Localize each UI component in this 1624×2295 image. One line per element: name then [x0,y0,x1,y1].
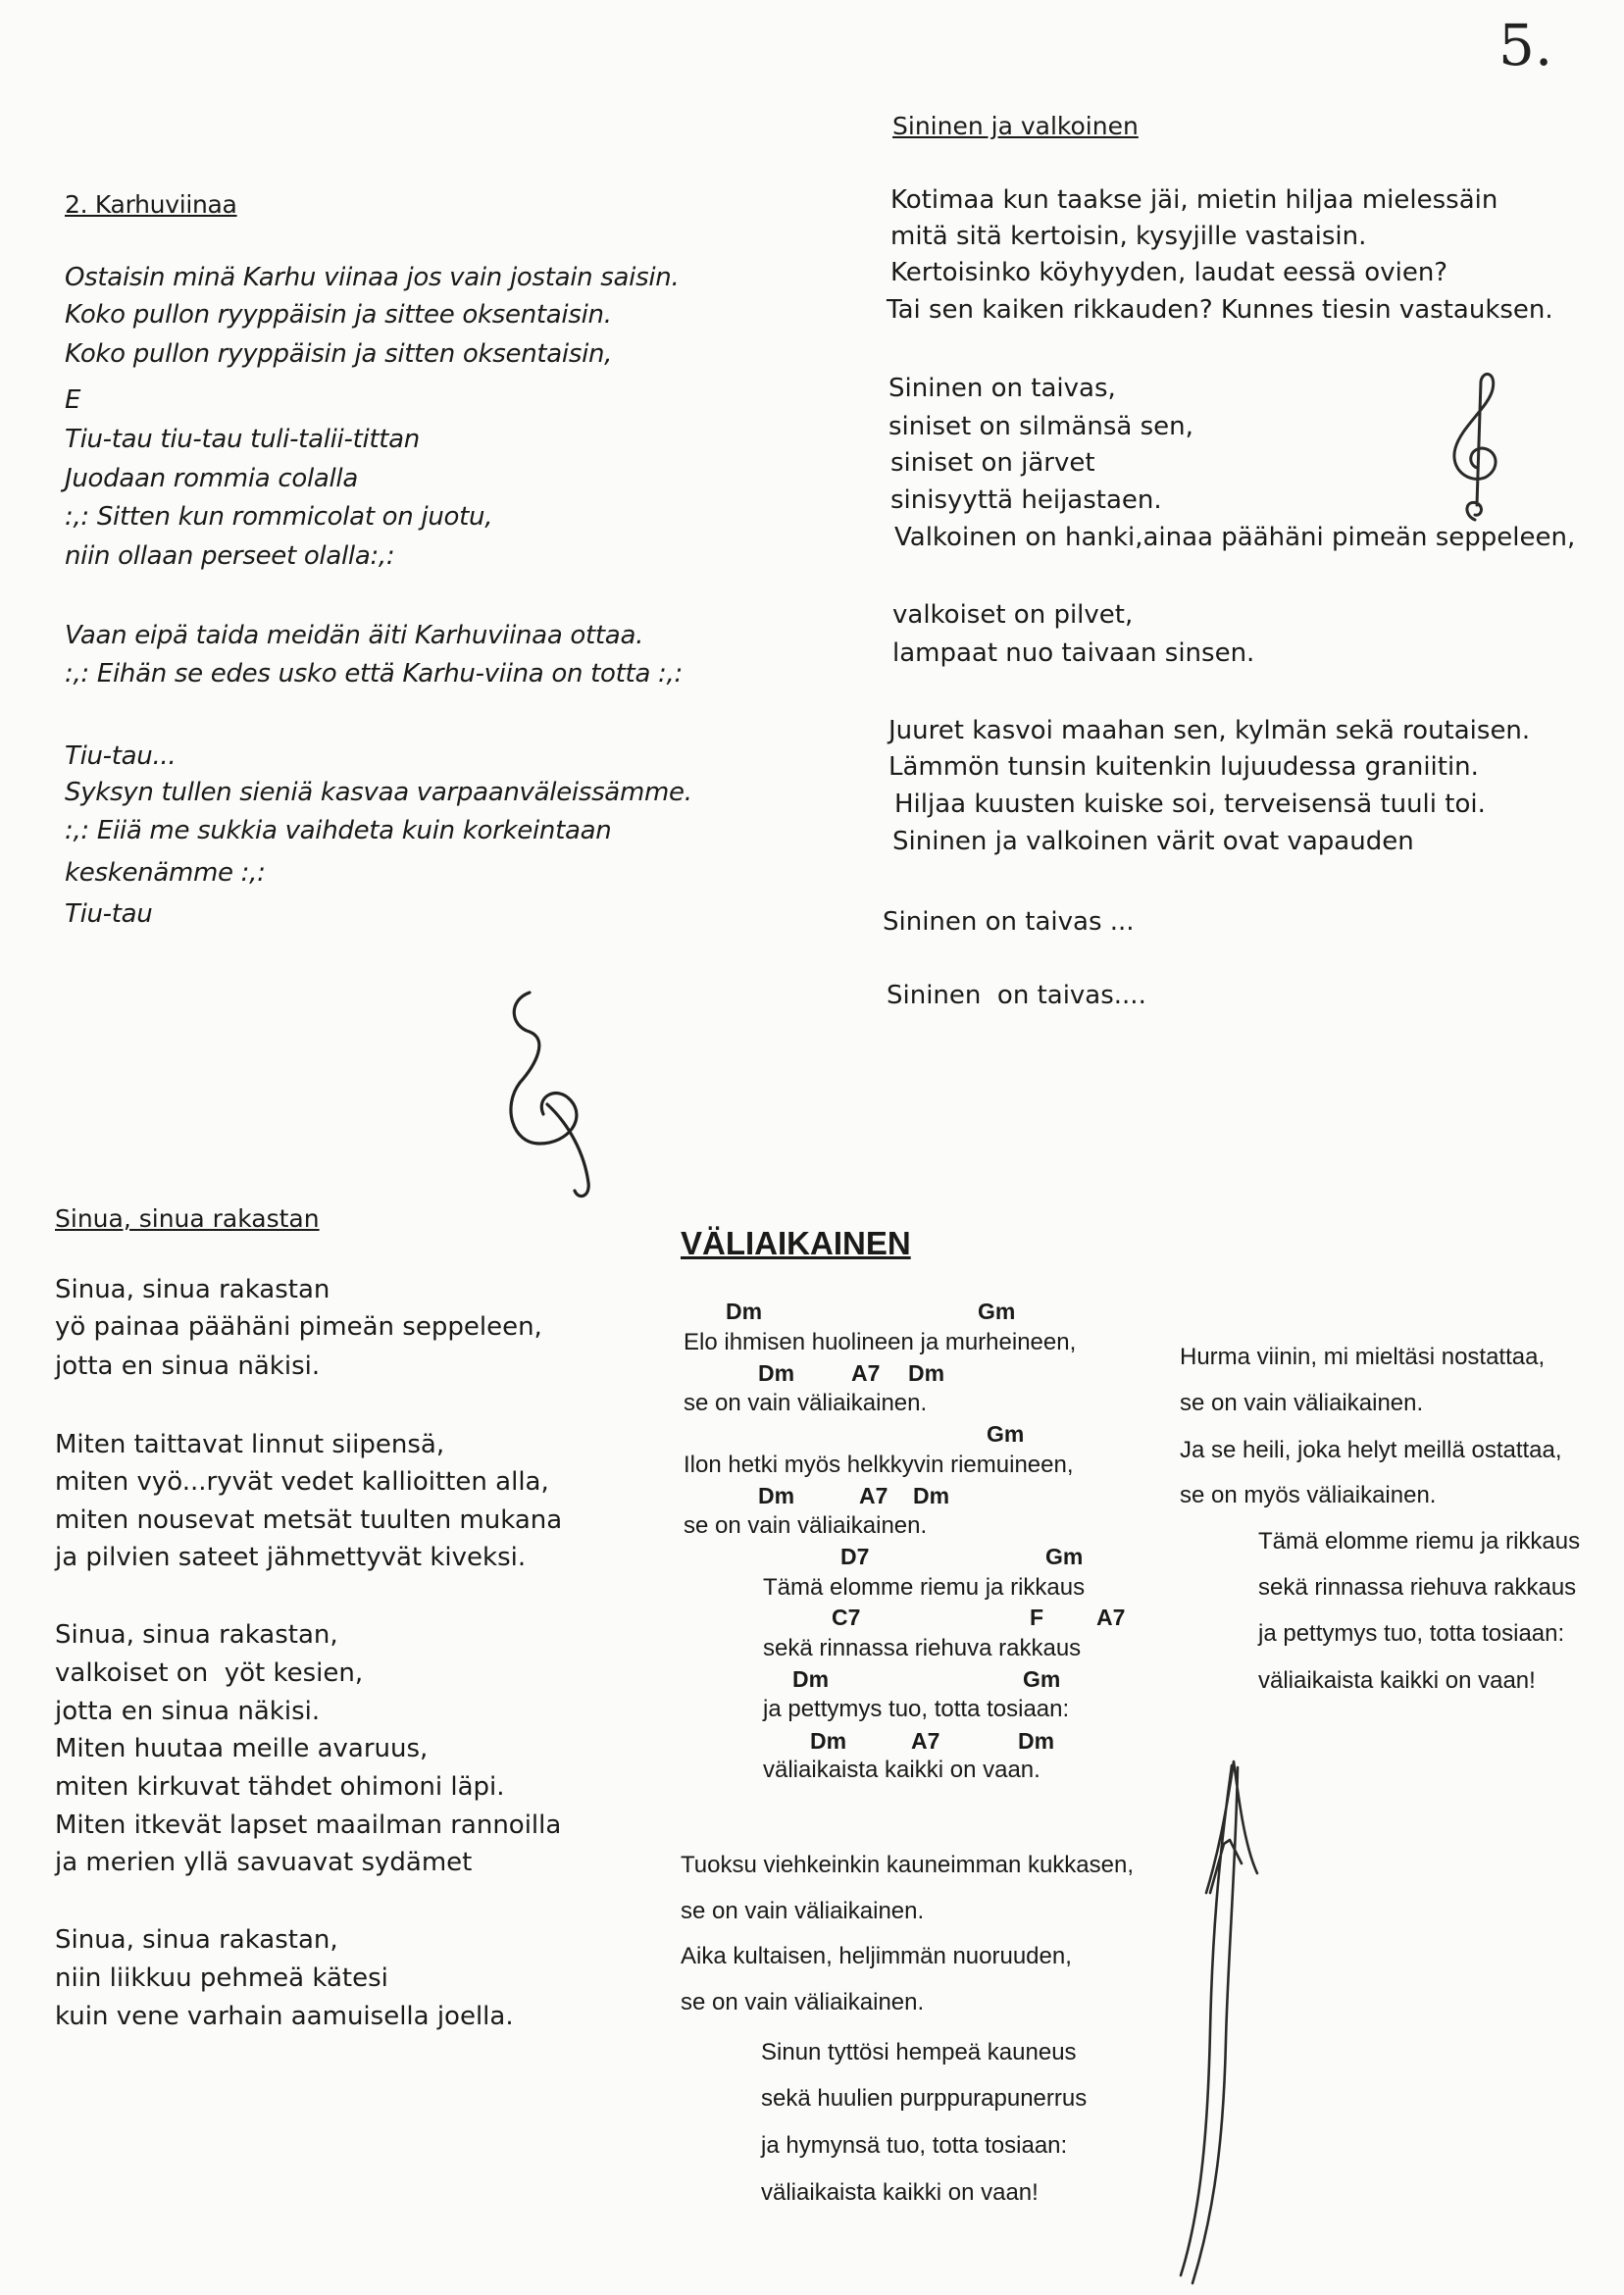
chord: Dm [1018,1728,1055,1754]
vali-line: Ilon hetki myös helkkyvin riemuineen, [684,1452,1074,1478]
sinvalk-line: siniset on järvet [890,448,1095,478]
sinua-line: niin liikkuu pehmeä kätesi [55,1964,388,1993]
vali-line: se on vain väliaikainen. [681,1898,925,1924]
sinua-line: ja pilvien sateet jähmettyvät kiveksi. [55,1543,527,1572]
karhu-line: Juodaan rommia colalla [65,464,358,493]
vali-line: se on vain väliaikainen. [684,1390,928,1416]
vali-line: ja pettymys tuo, totta tosiaan: [763,1696,1070,1722]
sinua-line: Sinua, sinua rakastan, [55,1925,338,1955]
sinvalk-line: Sininen on taivas, [888,374,1116,403]
vali-line: se on vain väliaikainen. [1180,1390,1424,1416]
chord: C7 [832,1605,861,1630]
karhu-line: Tiu-tau... [65,741,177,771]
sinvalk-line: Sininen on taivas ... [883,907,1135,937]
karhu-line: Vaan eipä taida meidän äiti Karhuviinaa ottaa. [65,621,644,650]
sinvalk-title: Sininen ja valkoinen [892,112,1139,140]
treble-clef-icon [1442,368,1520,525]
chord: Dm [792,1666,830,1692]
vali-line: väliaikaista kaikki on vaan! [1258,1667,1536,1694]
karhu-line: Ostaisin minä Karhu viinaa jos vain jostain saisin. [65,263,680,292]
sinua-line: Miten taittavat linnut siipensä, [55,1430,445,1459]
vali-line: Tämä elomme riemu ja rikkaus [763,1574,1086,1601]
page-number: 5. [1498,12,1553,78]
chord: Dm [913,1483,950,1508]
sinua-line: Sinua, sinua rakastan, [55,1620,338,1650]
vali-line: se on vain väliaikainen. [684,1512,928,1539]
chord: Gm [1045,1544,1084,1569]
sinvalk-line: Sininen on taivas.... [887,981,1146,1010]
karhu-line: Tiu-tau tiu-tau tuli-talii-tittan [65,425,420,454]
chord: A7 [911,1728,940,1754]
sinvalk-line: Kertoisinko köyhyyden, laudat eessä ovien? [890,258,1448,287]
sinua-line: miten kirkuvat tähdet ohimoni läpi. [55,1772,505,1802]
vali-line: väliaikaista kaikki on vaan. [763,1757,1040,1783]
chord: Gm [978,1299,1016,1324]
arrow-up-icon [1167,1746,1265,2295]
vali-title: VÄLIAIKAINEN [681,1225,911,1261]
vali-line: ja hymynsä tuo, totta tosiaan: [761,2132,1068,2159]
vali-line: sekä huulien purppurapunerrus [761,2085,1088,2112]
sinvalk-line: Kotimaa kun taakse jäi, mietin hiljaa mielessäin [890,185,1498,215]
vali-line: Aika kultaisen, heljimmän nuoruuden, [681,1943,1072,1969]
karhu-line: :,: Eiiä me sukkia vaihdeta kuin korkeintaan [65,816,612,845]
karhu-line: Koko pullon ryyppäisin ja sittee oksentaisin. [65,300,612,330]
chord: A7 [1096,1605,1126,1630]
chord: Dm [908,1360,945,1386]
chord: Gm [987,1421,1025,1447]
karhu-line: E [65,385,81,415]
sinvalk-line: valkoiset on pilvet, [892,600,1134,630]
karhu-line: :,: Sitten kun rommicolat on juotu, [65,502,493,532]
vali-line: sekä rinnassa riehuva rakkaus [1258,1574,1577,1601]
sinua-line: ja merien yllä savuavat sydämet [55,1848,473,1877]
sinvalk-line: sinisyyttä heijastaen. [890,485,1162,515]
sinua-line: miten nousevat metsät tuulten mukana [55,1505,563,1535]
sinvalk-line: Tai sen kaiken rikkauden? Kunnes tiesin vastauksen. [887,295,1553,325]
chord: A7 [859,1483,888,1508]
vali-line: Sinun tyttösi hempeä kauneus [761,2039,1077,2066]
treble-clef-icon [490,987,618,1202]
sinvalk-line: mitä sitä kertoisin, kysyjille vastaisin. [890,222,1367,251]
sinvalk-line: Sininen ja valkoinen värit ovat vapauden [892,827,1414,856]
sinua-line: miten vyö...ryvät vedet kallioitten alla, [55,1467,549,1497]
sinua-line: Miten itkevät lapset maailman rannoilla [55,1810,562,1840]
sinua-title: Sinua, sinua rakastan [55,1204,320,1233]
chord: Dm [758,1483,795,1508]
chord: Dm [810,1728,847,1754]
sinvalk-line: Hiljaa kuusten kuiske soi, terveisensä tuuli toi. [894,790,1486,819]
sinvalk-line: lampaat nuo taivaan sinsen. [892,638,1255,668]
chord: Gm [1023,1666,1061,1692]
sinua-line: valkoiset on yöt kesien, [55,1658,364,1688]
chord: Dm [726,1299,763,1324]
vali-line: Ja se heili, joka helyt meillä ostattaa, [1180,1437,1562,1463]
sinua-line: kuin vene varhain aamuisella joella. [55,2002,514,2031]
sinua-line: jotta en sinua näkisi. [55,1697,321,1726]
vali-line: Hurma viinin, mi mieltäsi nostattaa, [1180,1344,1546,1370]
karhu-line: niin ollaan perseet olalla:,: [65,541,395,571]
vali-line: se on myös väliaikainen. [1180,1482,1437,1508]
sinua-line: yö painaa päähäni pimeän seppeleen, [55,1312,542,1342]
vali-line: ja pettymys tuo, totta tosiaan: [1258,1620,1565,1647]
sinvalk-line: Lämmön tunsin kuitenkin lujuudessa graniitin. [888,752,1479,782]
sinua-line: Sinua, sinua rakastan [55,1275,330,1304]
chord: D7 [840,1544,870,1569]
vali-line: Tämä elomme riemu ja rikkaus [1258,1528,1581,1555]
vali-line: se on vain väliaikainen. [681,1989,925,2015]
karhu-line: Tiu-tau [65,899,153,929]
karhu-title: 2. Karhuviinaa [65,190,237,219]
karhu-line: :,: Eihän se edes usko että Karhu-viina on totta :,: [65,659,683,688]
vali-line: väliaikaista kaikki on vaan! [761,2179,1039,2206]
vali-line: Elo ihmisen huolineen ja murheineen, [684,1329,1077,1355]
sinvalk-line: siniset on silmänsä sen, [888,412,1193,441]
sinua-line: jotta en sinua näkisi. [55,1352,321,1381]
sinvalk-line: Juuret kasvoi maahan sen, kylmän sekä routaisen. [888,716,1531,745]
karhu-line: keskenämme :,: [65,858,266,888]
sinua-line: Miten huutaa meille avaruus, [55,1734,429,1763]
chord: F [1030,1605,1044,1630]
karhu-line: Syksyn tullen sieniä kasvaa varpaanväleissämme. [65,778,692,807]
vali-line: Tuoksu viehkeinkin kauneimman kukkasen, [681,1852,1135,1878]
chord: Dm [758,1360,795,1386]
vali-line: sekä rinnassa riehuva rakkaus [763,1635,1082,1661]
karhu-line: Koko pullon ryyppäisin ja sitten oksentaisin, [65,339,613,369]
chord: A7 [851,1360,881,1386]
sinvalk-line: Valkoinen on hanki,ainaa päähäni pimeän seppeleen, [894,523,1576,552]
